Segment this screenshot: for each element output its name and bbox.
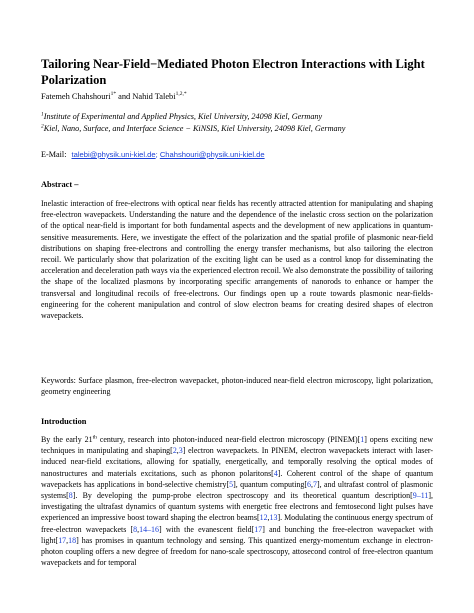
ordinal-suffix: th [92,434,97,441]
abstract-body: Inelastic interaction of free-electrons with optical near fields has recently attracted attention for manipulating and shaping free-electron wavepackets. Understanding the nature and the dependence of the inelastic cross section on the polarization of the optical near-field is important for both fundamental aspects and the development of new applications in quantum-sensitive measurements. Here, we investigate the effect of the polarization and the spatial profile of plasmonic near-field distributions on shaping free-electrons and controlling the energy transfer mechanisms, but also tailoring the electron recoil. We particularly show that polarization of the exciting light can be used as a control knop for disseminating the acceleration and deceleration path ways via the experienced electron recoil. We also demonstrate the possibility of tailoring the shape of the localized plasmons by incorporating specific arrangements of nanorods to enhance or hamper the transversal and longitudinal recoils of free-electrons. Our findings open up a route towards plasmonic near-fields-engineering for the coherent manipulation and control of slow electron beams for creating desired shapes of electron wavepackets. [41,199,433,321]
author-connector: and [116,92,133,101]
citation-link[interactable]: 17 [58,535,67,545]
keywords: Keywords: Surface plasmon, free-electron wavepacket, photon-induced near-field electron microscopy, light polarization, geometry engineering [41,376,433,397]
body-text: ], investigating the ultrafast dynamics of quantum systems with energetic free electrons and femtosecond light pulses have experienced an impressive boost toward shaping the electron beams[ [41,491,433,523]
citation-separator: , [66,535,69,545]
citation-link[interactable]: 5 [229,479,234,489]
paper-title: Tailoring Near-Field−Mediated Photon Electron Interactions with Light Polarization [41,57,425,87]
body-text: ] and bunching the free-electron wavepacket with light[ [41,524,433,545]
body-text: ]. By developing the pump-probe electron spectroscopy and its theoretical quantum description[ [72,491,413,501]
author-name: Fatemeh Chahshouri [41,92,111,101]
citation-link[interactable]: 2 [172,446,177,456]
author-list [41,92,187,101]
affiliation-text: Institute of Experimental and Applied Physics, Kiel University, 24098 Kiel, Germany [43,112,323,121]
email-link[interactable]: talebi@physik.uni-kiel.de [71,150,156,159]
citation-link[interactable]: 9–11 [412,491,429,501]
citation-link[interactable]: 12 [259,513,268,523]
affiliation-mark: 1 [41,111,44,118]
email-label: E-Mail: [41,150,67,159]
abstract-heading: Abstract – [41,180,79,189]
citation-link[interactable]: 13 [269,513,278,523]
citation-link[interactable]: 4 [273,468,278,478]
author-name: Nahid Talebi [132,92,176,101]
citation-separator: , [176,446,179,456]
body-text: century, research into photon-induced near-field electron microscopy (PINEM)[ [96,435,361,444]
body-text: ]. Coherent control of the shape of quantum wavepackets has applications in bond-selective chemistry[ [41,468,433,489]
author-affiliation-mark: 1,2,* [175,91,187,98]
author-affiliation-mark: 1* [110,91,117,98]
citation-link[interactable]: 8 [68,491,73,501]
citation-link[interactable]: 7 [312,479,317,489]
citation-link[interactable]: 1 [360,435,365,444]
citation-link[interactable]: 17 [254,524,263,534]
body-text: ], quantum computing[ [233,479,308,489]
affiliation-text: Kiel, Nano, Surface, and Interface Science − KiNSIS, Kiel University, 24098 Kiel, Germany [43,124,346,133]
affiliation [41,124,345,133]
email-separator: ; [155,150,158,159]
citation-separator: , [310,479,313,489]
citation-separator: , [267,513,270,523]
body-text: By the early 21 [41,435,93,444]
citation-link[interactable]: 8 [133,524,138,534]
introduction-body [41,434,433,568]
affiliation [41,112,322,121]
affiliation-mark: 2 [41,123,44,130]
citation-separator: , [137,524,140,534]
body-text: ] electron wavepackets. In PINEM, electron wavepackets interact with laser-induced near-field excitations, allowing for spatially, energetically, and temporally resolving the optical modes of nanostructures and materials excitations, such as phonon polaritons[ [41,446,433,478]
citation-link[interactable]: 14–16 [139,524,159,534]
body-text: ]. Modulating the continuous energy spectrum of free-electron wavepackets [ [41,513,433,534]
body-text: ], and ultrafast control of plasmonic systems[ [41,479,433,501]
section-heading: Introduction [41,417,87,426]
body-text: ] opens exciting new techniques in manipulating and shaping[ [41,435,433,456]
citation-link[interactable]: 6 [307,479,311,489]
email-link[interactable]: Chahshouri@physik.uni-kiel.de [159,150,265,159]
contact-email [41,150,265,159]
body-text: ] with the evanescent field[ [158,524,255,534]
body-text: ] has promises in quantum technology and sensing. This quantized energy-momentum exchange in electron-photon coupling offers a new degree of freedom for nano-scale spectroscopy, attosecond control of free-electron quantum wavepackets and for temporal [41,535,433,568]
citation-link[interactable]: 3 [178,446,183,456]
citation-link[interactable]: 18 [68,535,77,545]
